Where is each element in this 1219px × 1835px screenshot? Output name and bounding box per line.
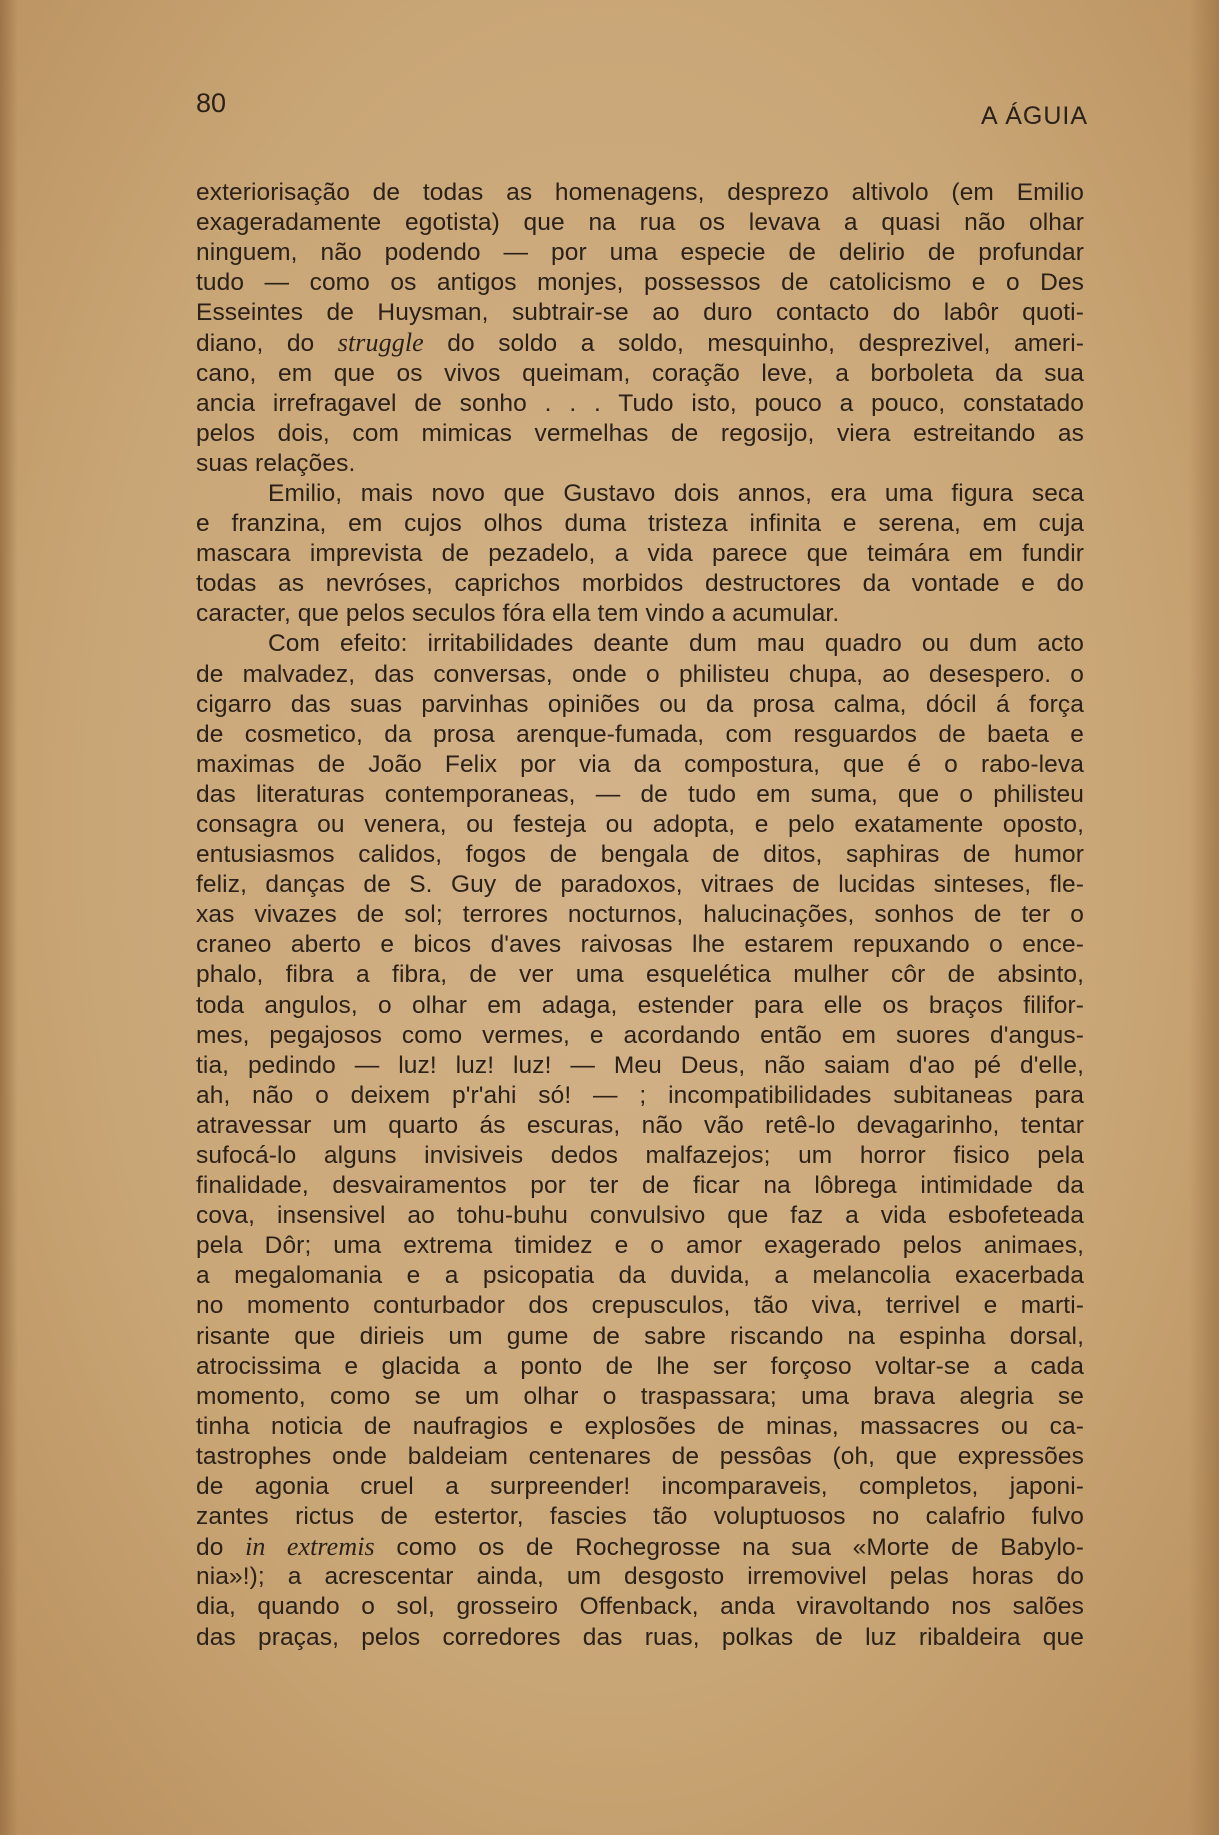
text-line xyxy=(196,1502,1084,1532)
text-segment: ah, não o deixem p'r'ahi só! — ; incompatibilidades subitaneas para xyxy=(196,1081,1084,1109)
text-segment: todas as nevróses, caprichos morbidos destructores da vontade e do xyxy=(196,570,1084,598)
text-segment: das literaturas contemporaneas, — de tudo em suma, que o philisteu xyxy=(196,780,1084,808)
text-line xyxy=(196,960,1084,990)
text-line xyxy=(196,1592,1084,1622)
text-line xyxy=(196,449,1084,479)
text-segment: exageradamente egotista) que na rua os levava a quasi não olhar xyxy=(196,209,1084,237)
text-line xyxy=(196,539,1084,569)
page-header xyxy=(196,88,1088,128)
text-line xyxy=(196,900,1084,930)
text-line xyxy=(196,569,1084,599)
text-segment: tia, pedindo — luz! luz! luz! — Meu Deus, não saiam d'ao pé d'elle, xyxy=(196,1051,1084,1079)
text-segment: toda angulos, o olhar em adaga, estender para elle os braços filifor- xyxy=(196,991,1084,1019)
text-segment: sufocá-lo alguns invisiveis dedos malfazejos; um horror fisico pela xyxy=(196,1142,1084,1169)
running-head: A ÁGUIA xyxy=(980,102,1088,130)
text-line xyxy=(196,930,1084,960)
text-segment: no momento conturbador dos crepusculos, tão viva, terrivel e marti- xyxy=(196,1292,1084,1320)
text-line xyxy=(196,1201,1084,1231)
text-segment: suas relações. xyxy=(196,449,356,477)
text-segment: risante que dirieis um gume de sabre riscando na espinha dorsal, xyxy=(196,1322,1084,1350)
text-segment: diano, do xyxy=(196,330,338,358)
text-segment: ninguem, não podendo — por uma especie de delirio de profundar xyxy=(196,239,1084,267)
text-line xyxy=(196,1532,1084,1562)
text-segment: cano, em que os vivos queimam, coração leve, a borboleta da sua xyxy=(196,359,1084,387)
text-segment: phalo, fibra a fibra, de ver uma esquelética mulher côr de absinto, xyxy=(196,961,1084,989)
text-line xyxy=(196,1472,1084,1502)
text-line xyxy=(196,1081,1084,1111)
text-segment: Com efeito: irritabilidades deante dum mau quadro ou dum acto xyxy=(268,630,1084,658)
text-segment: caracter, que pelos seculos fóra ella tem vindo a acumular. xyxy=(196,600,840,628)
text-segment: pelos dois, com mimicas vermelhas de regosijo, viera estreitando as xyxy=(196,419,1084,447)
text-segment: e franzina, em cujos olhos duma tristeza infinita e serena, em cuja xyxy=(196,510,1084,538)
text-line xyxy=(196,1141,1084,1171)
text-segment: de cosmetico, da prosa arenque-fumada, com resguardos de baeta e xyxy=(196,720,1084,748)
text-segment: de malvadez, das conversas, onde o philisteu chupa, ao desespero. o xyxy=(196,660,1084,688)
text-segment: craneo aberto e bicos d'aves raivosas lhe estarem repuxando o ence- xyxy=(196,931,1084,959)
text-line xyxy=(196,1562,1084,1592)
page-edge-right xyxy=(1189,0,1219,1835)
text-line xyxy=(196,479,1084,509)
text-line xyxy=(196,750,1084,780)
text-line xyxy=(196,238,1084,268)
text-segment: cova, insensivel ao tohu-buhu convulsivo que faz a vida esbofeteada xyxy=(196,1202,1084,1230)
text-segment: das praças, pelos corredores das ruas, polkas de luz ribaldeira que xyxy=(196,1623,1084,1651)
page-number: 80 xyxy=(196,88,227,118)
text-line xyxy=(196,208,1084,238)
text-line xyxy=(196,509,1084,539)
text-segment: maximas de João Felix por via da compostura, que é o rabo-leva xyxy=(196,750,1084,778)
text-line xyxy=(196,389,1084,419)
text-line xyxy=(196,690,1084,720)
text-segment: nia»!); a acrescentar ainda, um desgosto irremovivel pelas horas do xyxy=(196,1563,1084,1591)
text-segment: pela Dôr; uma extrema timidez e o amor exagerado pelos animaes, xyxy=(196,1232,1084,1260)
text-segment: atrocissima e glacida a ponto de lhe ser forçoso voltar-se a cada xyxy=(196,1352,1084,1380)
text-segment: mes, pegajosos como vermes, e acordando então em suores d'angus- xyxy=(196,1021,1084,1049)
text-line xyxy=(196,1051,1084,1081)
text-line xyxy=(196,810,1084,840)
text-line xyxy=(196,660,1084,690)
text-line xyxy=(196,1412,1084,1442)
text-line xyxy=(196,178,1084,208)
text-line xyxy=(196,780,1084,810)
text-line xyxy=(196,840,1084,870)
text-segment: dia, quando o sol, grosseiro Offenback, anda viravoltando nos salões xyxy=(196,1593,1084,1621)
text-line xyxy=(196,1322,1084,1352)
text-line xyxy=(196,1352,1084,1382)
text-segment: Emilio, mais novo que Gustavo dois annos, era uma figura seca xyxy=(268,479,1084,507)
text-line xyxy=(196,419,1084,449)
text-line xyxy=(196,1021,1084,1051)
text-segment: feliz, danças de S. Guy de paradoxos, vitraes de lucidas sinteses, fle- xyxy=(196,871,1084,899)
text-line xyxy=(196,268,1084,298)
text-segment: consagra ou venera, ou festeja ou adopta, e pelo exatamente oposto, xyxy=(196,810,1084,838)
text-line xyxy=(196,328,1084,358)
text-line xyxy=(196,1261,1084,1291)
italic-term: in extremis xyxy=(245,1532,375,1562)
text-segment: entusiasmos calidos, fogos de bengala de ditos, saphiras de humor xyxy=(196,841,1084,869)
text-segment: zantes rictus de estertor, fascies tão voluptuosos no calafrio fulvo xyxy=(196,1503,1084,1531)
text-segment: tastrophes onde baldeiam centenares de pessôas (oh, que expressões xyxy=(196,1442,1084,1470)
text-line xyxy=(196,1382,1084,1412)
text-segment: ancia irrefragavel de sonho . . . Tudo isto, pouco a pouco, constatado xyxy=(196,389,1084,417)
text-line xyxy=(196,1442,1084,1472)
text-segment: mascara imprevista de pezadelo, a vida parece que teimára em fundir xyxy=(196,540,1084,568)
text-line xyxy=(196,298,1084,328)
text-segment: do xyxy=(196,1534,246,1562)
text-line xyxy=(196,629,1084,659)
text-segment: exteriorisação de todas as homenagens, desprezo altivolo (em Emilio xyxy=(196,179,1084,206)
page-edge-left xyxy=(0,0,18,1835)
text-segment: xas vivazes de sol; terrores nocturnos, halucinações, sonhos de ter o xyxy=(196,901,1084,929)
italic-term: struggle xyxy=(337,328,424,358)
text-segment: do soldo a soldo, mesquinho, desprezivel, ameri- xyxy=(423,330,1084,358)
text-line xyxy=(196,599,1084,629)
text-line xyxy=(196,1231,1084,1261)
text-segment: cigarro das suas parvinhas opiniões ou da prosa calma, dócil á força xyxy=(196,690,1084,718)
text-line xyxy=(196,359,1084,389)
text-line xyxy=(196,720,1084,750)
text-segment: a megalomania e a psicopatia da duvida, a melancolia exacerbada xyxy=(196,1262,1084,1290)
text-line xyxy=(196,991,1084,1021)
text-segment: tinha noticia de naufragios e explosões de minas, massacres ou ca- xyxy=(196,1412,1084,1440)
text-segment: atravessar um quarto ás escuras, não vão retê-lo devagarinho, tentar xyxy=(196,1111,1084,1139)
text-line xyxy=(196,870,1084,900)
text-line xyxy=(196,1111,1084,1141)
text-segment: Esseintes de Huysman, subtrair-se ao duro contacto do labôr quoti- xyxy=(196,299,1084,327)
text-line xyxy=(196,1171,1084,1201)
text-segment: tudo — como os antigos monjes, possessos de catolicismo e o Des xyxy=(196,269,1084,297)
text-segment: momento, como se um olhar o traspassara; uma brava alegria se xyxy=(196,1382,1084,1410)
text-segment: de agonia cruel a surpreender! incomparaveis, completos, japoni- xyxy=(196,1473,1084,1501)
text-line xyxy=(196,1291,1084,1321)
text-segment: finalidade, desvairamentos por ter de ficar na lôbrega intimidade da xyxy=(196,1172,1084,1200)
text-line xyxy=(196,1623,1084,1653)
text-segment: como os de Rochegrosse na sua «Morte de Babylo- xyxy=(374,1534,1084,1562)
body-text xyxy=(196,178,1084,1653)
